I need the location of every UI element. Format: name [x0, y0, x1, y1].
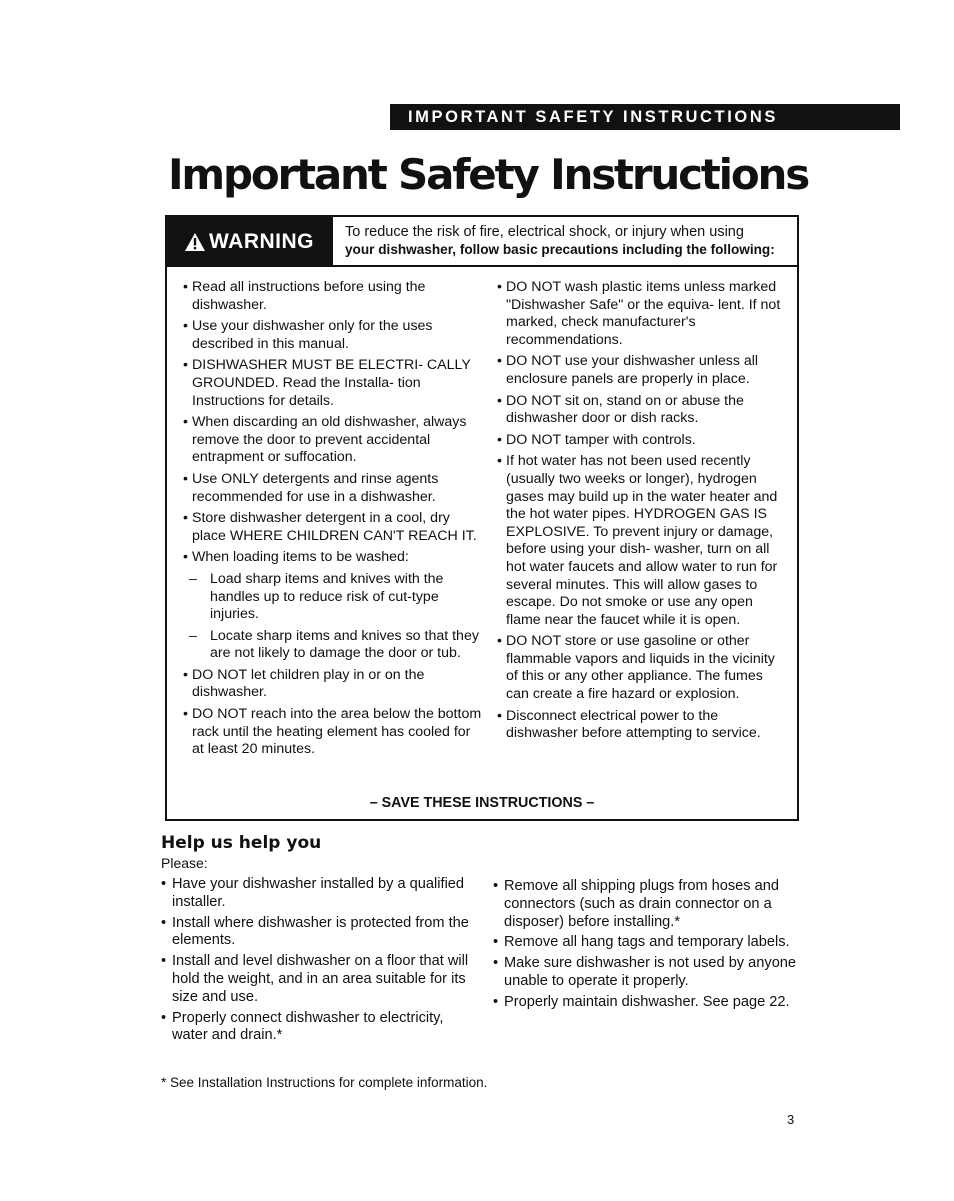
warning-list-item: • Read all instructions before using the dishwasher.	[183, 279, 426, 313]
warning-list-item: • DO NOT let children play in or on the dishwasher.	[183, 666, 425, 701]
save-instructions-line: – SAVE THESE INSTRUCTIONS –	[369, 795, 595, 811]
help-list-item: • Remove all hang tags and temporary labels.	[493, 934, 790, 951]
warning-list-item: • DO NOT reach into the area below the bottom rack until the heating element has cooled for at least 20 minutes.	[183, 706, 482, 758]
warning-list-item: • Use your dishwasher only for the uses described in this manual.	[183, 318, 433, 352]
help-list-item: • Properly connect dishwasher to electricity, water and drain.*	[161, 1009, 444, 1044]
warning-intro-line2: your dishwasher, follow basic precautions including the following:	[345, 242, 775, 257]
warning-sub-item: – Load sharp items and knives with the handles up to reduce risk of cut-type injuries.	[189, 570, 444, 623]
warning-list-item: • DO NOT store or use gasoline or other flammable vapors and liquids in the vicinity of this or any other appliance. The fumes can create a fire hazard or explosion.	[497, 633, 775, 703]
warning-label-text: WARNING	[209, 230, 314, 253]
warning-list-item: • Use ONLY detergents and rinse agents recommended for use in a dishwasher.	[183, 470, 439, 505]
help-list-item: • Install and level dishwasher on a floor that will hold the weight, and in an area suitable for its size and use.	[161, 953, 469, 1005]
warning-sub-item: – Locate sharp items and knives so that they are not likely to damage the door or tub.	[189, 627, 479, 662]
help-right-column	[493, 878, 811, 1015]
help-list-item: • Remove all shipping plugs from hoses and connectors (such as drain connector on a disposer) before installing.*	[493, 878, 780, 930]
help-list-item: • Make sure dishwasher is not used by anyone unable to operate it properly.	[493, 955, 797, 989]
help-list-item: • Properly maintain dishwasher. See page 22.	[493, 993, 790, 1010]
warning-list-item: • DO NOT tamper with controls.	[497, 431, 696, 448]
warning-box	[165, 215, 799, 821]
warning-list-item: • Disconnect electrical power to the dishwasher before attempting to service.	[497, 707, 761, 742]
help-heading: Help us help you	[161, 833, 322, 853]
warning-list-item: • DISHWASHER MUST BE ELECTRI- CALLY GROUNDED. Read the Installa- tion Instructions for details.	[183, 357, 471, 409]
page-title: Important Safety Instructions	[168, 150, 809, 199]
warning-triangle-icon	[184, 232, 206, 252]
warning-left-column	[183, 279, 483, 763]
warning-list-item: • DO NOT sit on, stand on or abuse the dishwasher door or dish racks.	[497, 392, 744, 427]
warning-list-item: • If hot water has not been used recently (usually two weeks or longer), hydrogen gases may build up in the water heater and the hot water pipes. HYDROGEN GAS IS EXPLOSIVE. To prevent injury or damage, before using your dish- washer, turn on all hot water faucets and allow water to run for several minutes. This will allow gases to escape. Do not smoke or use any open flame near the faucet while it is open.	[497, 453, 778, 628]
footnote: * See Installation Instructions for complete information.	[161, 1075, 488, 1090]
help-please: Please:	[161, 855, 208, 871]
warning-list-item: • When discarding an old dishwasher, always remove the door to prevent accidental entrapment or suffocation.	[183, 414, 467, 466]
warning-list-item: • Store dishwasher detergent in a cool, dry place WHERE CHILDREN CAN'T REACH IT.	[183, 510, 477, 544]
warning-right-column	[497, 279, 789, 747]
help-list-item: • Install where dishwasher is protected from the elements.	[161, 914, 469, 949]
page-number: 3	[787, 1112, 795, 1127]
warning-list-item: • When loading items to be washed:	[183, 549, 409, 566]
warning-intro-line1: To reduce the risk of fire, electrical shock, or injury when using	[345, 224, 744, 240]
warning-label	[167, 217, 331, 267]
help-left-column	[161, 876, 471, 1048]
section-header-bar: IMPORTANT SAFETY INSTRUCTIONS	[390, 104, 900, 130]
warning-intro	[331, 217, 797, 267]
help-list-item: • Have your dishwasher installed by a qualified installer.	[161, 876, 465, 910]
warning-list-item: • DO NOT wash plastic items unless marked "Dishwasher Safe" or the equiva- lent. If not marked, check manufacturer's recommendations.	[497, 279, 781, 348]
warning-list-item: • DO NOT use your dishwasher unless all enclosure panels are properly in place.	[497, 353, 759, 387]
